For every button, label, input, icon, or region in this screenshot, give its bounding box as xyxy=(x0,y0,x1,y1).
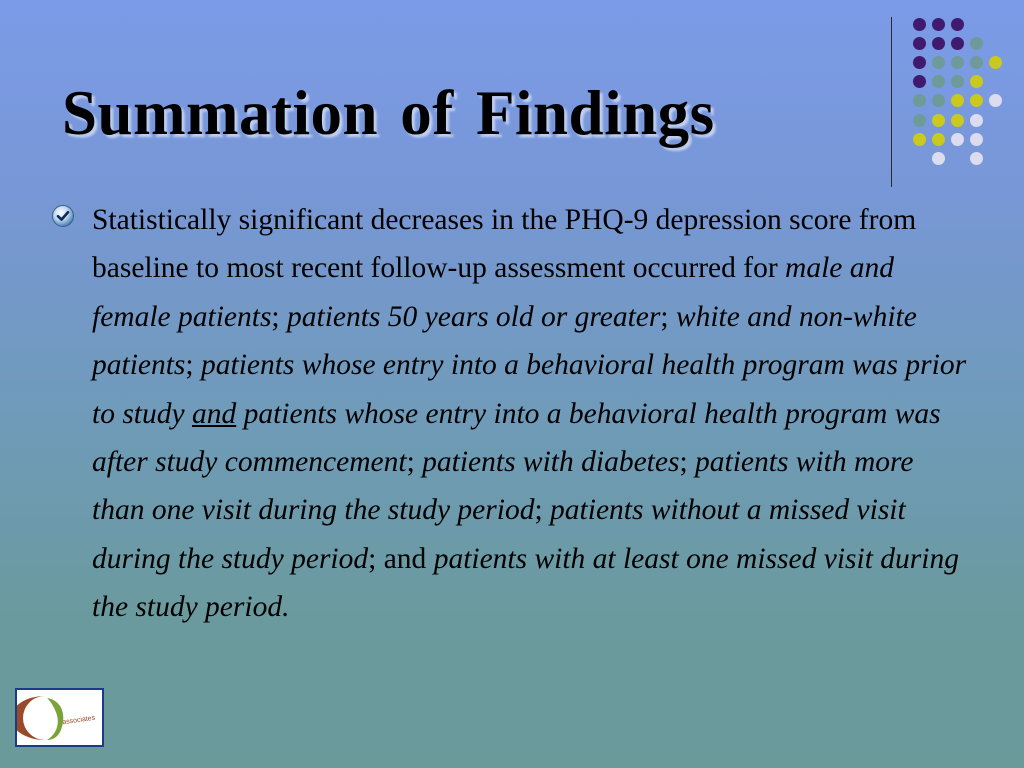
decor-dot xyxy=(932,114,945,127)
decor-dot xyxy=(951,133,964,146)
finding-race: white and non-white patients xyxy=(92,300,917,382)
finding-sex: male and female patients xyxy=(92,252,895,333)
decor-dot xyxy=(989,94,1002,107)
decor-dot xyxy=(951,18,964,31)
logo-text-right: associates xyxy=(61,714,96,727)
finding-diabetes: patients with diabetes xyxy=(422,446,680,479)
decor-dot xyxy=(932,56,945,69)
separator: ; xyxy=(534,494,551,527)
decor-dot xyxy=(932,18,945,31)
finding-multiple-visits: patients with more than one visit during the study period xyxy=(92,446,914,527)
decor-dot xyxy=(951,37,964,50)
separator: ; xyxy=(271,300,287,333)
checkmark-bullet-icon xyxy=(51,204,75,228)
separator: ; xyxy=(406,446,423,479)
decor-dot xyxy=(989,56,1002,69)
logo-mark xyxy=(17,690,102,745)
decor-dot xyxy=(970,56,983,69)
separator: ; xyxy=(679,446,696,479)
decor-dot xyxy=(970,94,983,107)
decor-dot xyxy=(932,75,945,88)
decor-dot xyxy=(970,37,983,50)
underlined-and: and xyxy=(191,397,237,430)
logo-green-leaf xyxy=(47,698,63,740)
decor-dot xyxy=(951,114,964,127)
decor-dot xyxy=(913,75,926,88)
decor-dot xyxy=(970,114,983,127)
decor-dot xyxy=(932,94,945,107)
decor-dot xyxy=(913,18,926,31)
decor-dot xyxy=(951,56,964,69)
vertical-divider xyxy=(891,17,892,187)
decor-dot xyxy=(913,94,926,107)
decor-dot xyxy=(913,114,926,127)
decor-dot xyxy=(970,152,983,165)
decor-dot xyxy=(970,75,983,88)
body-intro: Statistically significant decreases in the PHQ-9 depression score from baseline to most recent follow-up assessment occurred for xyxy=(92,204,917,285)
decor-dot xyxy=(932,133,945,146)
company-logo xyxy=(15,688,104,747)
decor-dot xyxy=(970,133,983,146)
slide-title: Summation of Findings xyxy=(62,78,715,148)
separator: ; xyxy=(185,349,201,382)
logo-text-left: gary bess xyxy=(24,698,49,734)
separator-and: ; and xyxy=(368,542,434,575)
decor-dot xyxy=(913,133,926,146)
finding-entry-prior: patients whose entry into a behavioral health program was prior to study xyxy=(92,349,967,430)
finding-age: patients 50 years old or greater xyxy=(287,300,661,333)
decor-dot xyxy=(913,56,926,69)
decor-dot xyxy=(932,152,945,165)
finding-missed-visit: patients with at least one missed visit during the study period. xyxy=(92,542,959,624)
findings-bullet-text xyxy=(92,196,972,632)
finding-no-missed-visit: patients without a missed visit during the study period xyxy=(92,494,906,575)
decor-dot xyxy=(932,37,945,50)
decor-dot xyxy=(951,75,964,88)
decor-dot xyxy=(913,37,926,50)
separator: ; xyxy=(660,300,676,333)
finding-entry-after: patients whose entry into a behavioral health program was after study commencement xyxy=(92,397,941,479)
decor-dot xyxy=(951,94,964,107)
